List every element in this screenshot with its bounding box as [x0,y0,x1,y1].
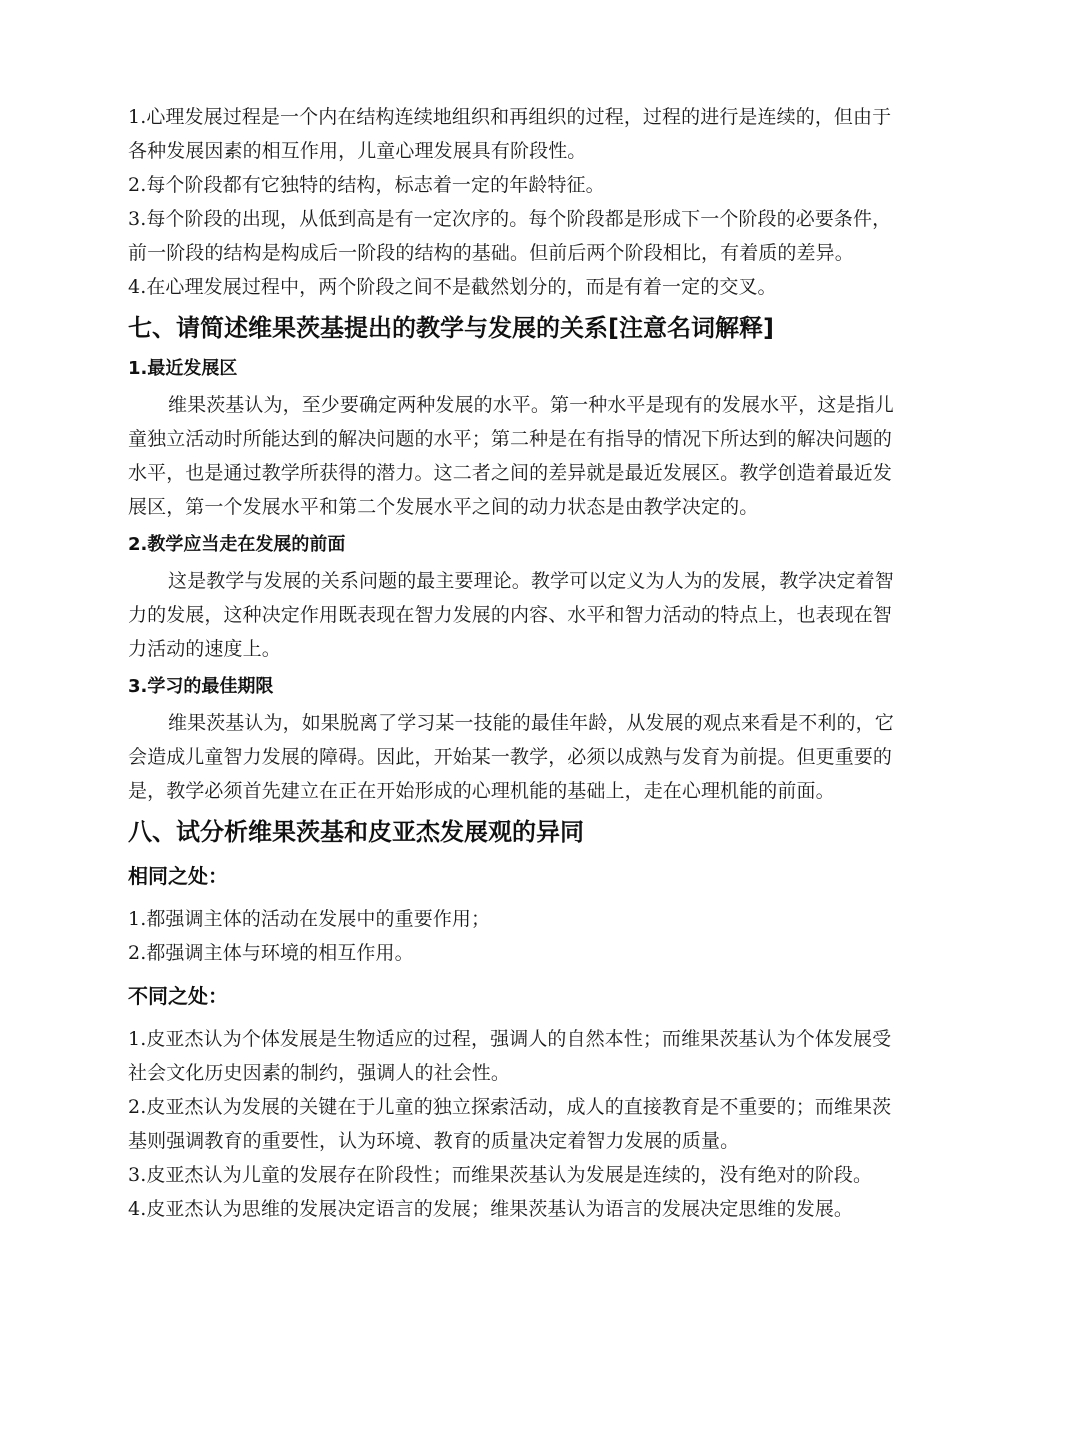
intro-point-2 [128,168,954,202]
list-item-continued: 社会文化历史因素的制约，强调人的社会性。 [128,1062,511,1084]
section-7-title: 七、请简述维果茨基提出的教学与发展的关系[注意名词解释] [128,314,774,342]
text-line: 童独立活动时所能达到的解决问题的水平；第二种是在有指导的情况下所达到的解决问题的 [128,428,893,450]
text-line: 水平，也是通过教学所获得的潜力。这二者之间的差异就是最近发展区。教学创造着最近发 [128,462,893,484]
text-line: 1.心理发展过程是一个内在结构连续地组织和再组织的过程，过程的进行是连续的，但由于 [128,106,892,128]
text-line: 展区，第一个发展水平和第二个发展水平之间的动力状态是由教学决定的。 [128,496,759,518]
section-7-item-3-body [128,706,954,808]
text-line: 前一阶段的结构是构成后一阶段的结构的基础。但前后两个阶段相比，有着质的差异。 [128,242,854,264]
text-line: 4.在心理发展过程中，两个阶段之间不是截然划分的，而是有着一定的交叉。 [128,276,777,298]
section-7-item-1-heading: 1.最近发展区 [128,358,238,379]
text-line: 会造成儿童智力发展的障碍。因此，开始某一教学，必须以成熟与发育为前提。但更重要的 [128,746,893,768]
section-7-item-2-heading: 2.教学应当走在发展的前面 [128,534,346,555]
list-item-continued: 基则强调教育的重要性，认为环境、教育的质量决定着智力发展的质量。 [128,1130,740,1152]
text-line: 是，教学必须首先建立在正在开始形成的心理机能的基础上，走在心理机能的前面。 [128,780,835,802]
intro-point-3 [128,202,954,270]
list-item: 1.都强调主体的活动在发展中的重要作用； [128,908,491,930]
text-line: 这是教学与发展的关系问题的最主要理论。教学可以定义为人为的发展，教学决定着智 [168,570,894,592]
section-7-item-1-body [128,388,954,524]
text-line: 各种发展因素的相互作用，儿童心理发展具有阶段性。 [128,140,587,162]
text-line: 维果茨基认为，如果脱离了学习某一技能的最佳年龄，从发展的观点来看是不利的，它 [168,712,894,734]
text-line: 力活动的速度上。 [128,638,281,660]
differences-heading: 不同之处： [128,984,228,1008]
list-item: 4.皮亚杰认为思维的发展决定语言的发展；维果茨基认为语言的发展决定思维的发展。 [128,1198,854,1220]
text-line: 3.每个阶段的出现，从低到高是有一定次序的。每个阶段都是形成下一个阶段的必要条件， [128,208,892,230]
document-page [128,100,954,1226]
differences-list [128,1022,954,1226]
similarities-list [128,902,954,970]
text-line: 力的发展，这种决定作用既表现在智力发展的内容、水平和智力活动的特点上，也表现在智 [128,604,893,626]
section-8-title: 八、试分析维果茨基和皮亚杰发展观的异同 [128,818,584,846]
text-line: 2.每个阶段都有它独特的结构，标志着一定的年龄特征。 [128,174,605,196]
list-item: 2.都强调主体与环境的相互作用。 [128,942,414,964]
section-7-item-2-body [128,564,954,666]
text-line: 维果茨基认为，至少要确定两种发展的水平。第一种水平是现有的发展水平，这是指儿 [168,394,894,416]
list-item: 3.皮亚杰认为儿童的发展存在阶段性；而维果茨基认为发展是连续的，没有绝对的阶段。 [128,1164,873,1186]
list-item: 2.皮亚杰认为发展的关键在于儿童的独立探索活动，成人的直接教育是不重要的；而维果茨 [128,1096,892,1118]
intro-point-1 [128,100,954,168]
similarities-heading: 相同之处： [128,864,228,888]
list-item: 1.皮亚杰认为个体发展是生物适应的过程，强调人的自然本性；而维果茨基认为个体发展受 [128,1028,892,1050]
intro-points [128,100,954,304]
section-7-item-3-heading: 3.学习的最佳期限 [128,676,274,697]
intro-point-4 [128,270,954,304]
